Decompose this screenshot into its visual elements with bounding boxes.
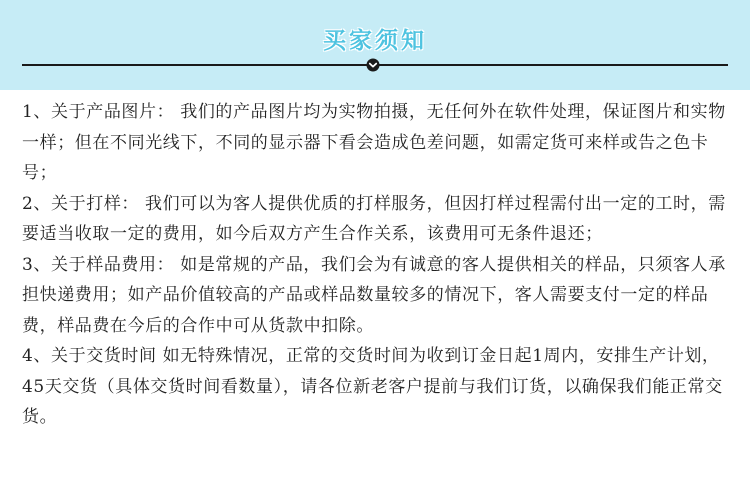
notice-product-images: 1、关于产品图片： 我们的产品图片均为实物拍摄，无任何外在软件处理，保证图片和实物一样；但在不同光线下，不同的显示器下看会造成色差问题，如需定货可来样或告之色卡号； [22, 102, 726, 183]
notice-sample-fees: 3、关于样品费用： 如是常规的产品，我们会为有诚意的客人提供相关的样品，只须客人承担快递费用；如产品价值较高的产品或样品数量较多的情况下，客人需要支付一定的样品费，样品费在今后的合作中可从货款中扣除。 [22, 254, 726, 336]
chevron-down-icon [366, 58, 380, 72]
notice-sampling: 2、关于打样： 我们可以为客人提供优质的打样服务，但因打样过程需付出一定的工时，需要适当收取一定的费用，如今后双方产生合作关系，该费用可无条件退还； [22, 193, 726, 244]
notice-list [22, 97, 728, 433]
notice-delivery-time: 4、关于交货时间 如无特殊情况，正常的交货时间为收到订金日起1周内，安排生产计划，45天交货（具体交货时间看数量），请各位新老客户提前与我们订货，以确保我们能正常交货。 [22, 346, 723, 427]
header-banner [0, 0, 750, 90]
page-title: 买家须知 [323, 28, 427, 54]
